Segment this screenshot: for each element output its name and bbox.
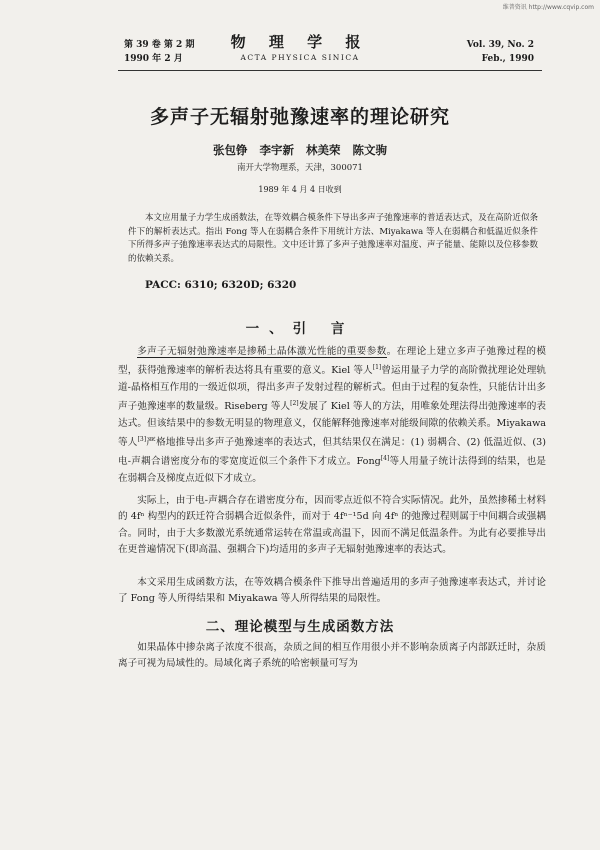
intro-paragraph-2: 实际上，由于电-声耦合存在谱密度分布，因而零点近似不符合实际情况。此外，虽然掺稀土材料的 4fⁿ 构型内的跃迁符合弱耦合近似条件，而对于 4fⁿ⁻¹5d 向 4fⁿ 的弛豫过程则属于中间耦合或强耦合。同时，由于大多数激光系统通常运转在常温或高温下，因而不满足低温条件。为此有必要推导出在更普遍情况下(即高温、强耦合下)均适用的多声子无辐射弛豫速率的表达式。 (118, 495, 546, 556)
header-divider (118, 70, 542, 71)
citation-2: [2] (290, 400, 299, 408)
theory-paragraph-1: 如果晶体中掺杂离子浓度不很高，杂质之间的相互作用很小并不影响杂质离子内部跃迁时，杂质离子可视为局域性的。局域化离子系统的哈密顿量可写为 (118, 642, 546, 670)
intro-paragraph-3: 本文采用生成函数方法，在等效耦合模条件下推导出普遍适用的多声子弛豫速率表达式，并讨论了 Fong 等人所得结果和 Miyakawa 等人所得结果的局限性。 (118, 577, 546, 605)
citation-3: [3] (137, 436, 147, 444)
header-volume-number: Vol. 39, No. 2 (466, 40, 534, 50)
intro-text-5: 等人用量子统计法得到的结果，也是在弱耦合及梯度点近似下才成立。 (118, 456, 547, 484)
citation-1: [1] (372, 364, 382, 372)
intro-text-1: 。在理论上建立多声子弛豫过程的模型，获得弛豫速率的解析表达将具有重要的意义。Kiel 等人 (118, 346, 547, 377)
header-volume-issue: 第 39 卷 第 2 期 (124, 40, 195, 50)
received-date: 1989 年 4 月 4 日收到 (258, 185, 342, 194)
author-affiliation: 南开大学物理系，天津，300071 (237, 163, 363, 173)
underlined-phrase: 多声子无辐射弛豫速率是掺稀土晶体激光性能的重要参数 (137, 346, 387, 357)
journal-name-en: ACTA PHYSICA SINICA (240, 53, 360, 62)
header-volume-en (467, 38, 534, 66)
intro-text-4: 严格地推导出多声子弛豫速率的表达式，但其结果仅在满足：(1) 弱耦合、(2) 低温近似、(3) 电-声耦合谱密度分布的零宽度近似三个条件下才成立。Fong (118, 437, 547, 468)
article-authors: 张包铮 李宇新 林美荣 陈文驹 (212, 143, 387, 157)
intro-paragraph-1 (118, 344, 546, 487)
pacc-codes: PACC: 6310; 6320D; 6320 (145, 279, 297, 291)
intro-text-3: 发展了 Kiel 等人的方法，用唯象处理法得出弛豫速率的表达式。但该结果中的参数无明显的物理意义，仅能解释弛豫速率对能级间隙的依赖关系。Miyakawa 等人 (118, 401, 546, 449)
header-date-cn: 1990 年 2 月 (124, 54, 183, 64)
watermark: 维普资讯 http://www.cqvip.com (502, 4, 594, 11)
abstract: 本文应用量子力学生成函数法，在等效耦合模条件下导出多声子弛豫速率的普适表达式，及在高阶近似条件下的解析表达式。指出 Fong 等人在弱耦合条件下用统计方法、Miyakawa 等人在弱耦合和低温近似条件下所得多声子弛豫速率表达式的局限性。文中还计算了多声子弛豫速率对温度、声子能量、能隙以及位移参数的依赖关系。 (128, 213, 538, 264)
header-date-en: Feb., 1990 (481, 54, 534, 64)
section-heading-theory: 二、理论模型与生成函数方法 (205, 619, 395, 635)
journal-name-cn: 物 理 学 报 (230, 33, 370, 51)
article-title: 多声子无辐射弛豫速率的理论研究 (149, 106, 450, 128)
section-heading-introduction: 一、引 言 (245, 321, 355, 337)
citation-4: [4] (380, 455, 390, 463)
intro-text-2: 曾运用量子力学的高阶微扰理论处理轨道-晶格相互作用的一级近似项，得出多声子发射过程的解析式。但由于过程的复杂性，只能估计出多声子弛豫速率的数量级。Riseberg 等人 (118, 365, 547, 413)
